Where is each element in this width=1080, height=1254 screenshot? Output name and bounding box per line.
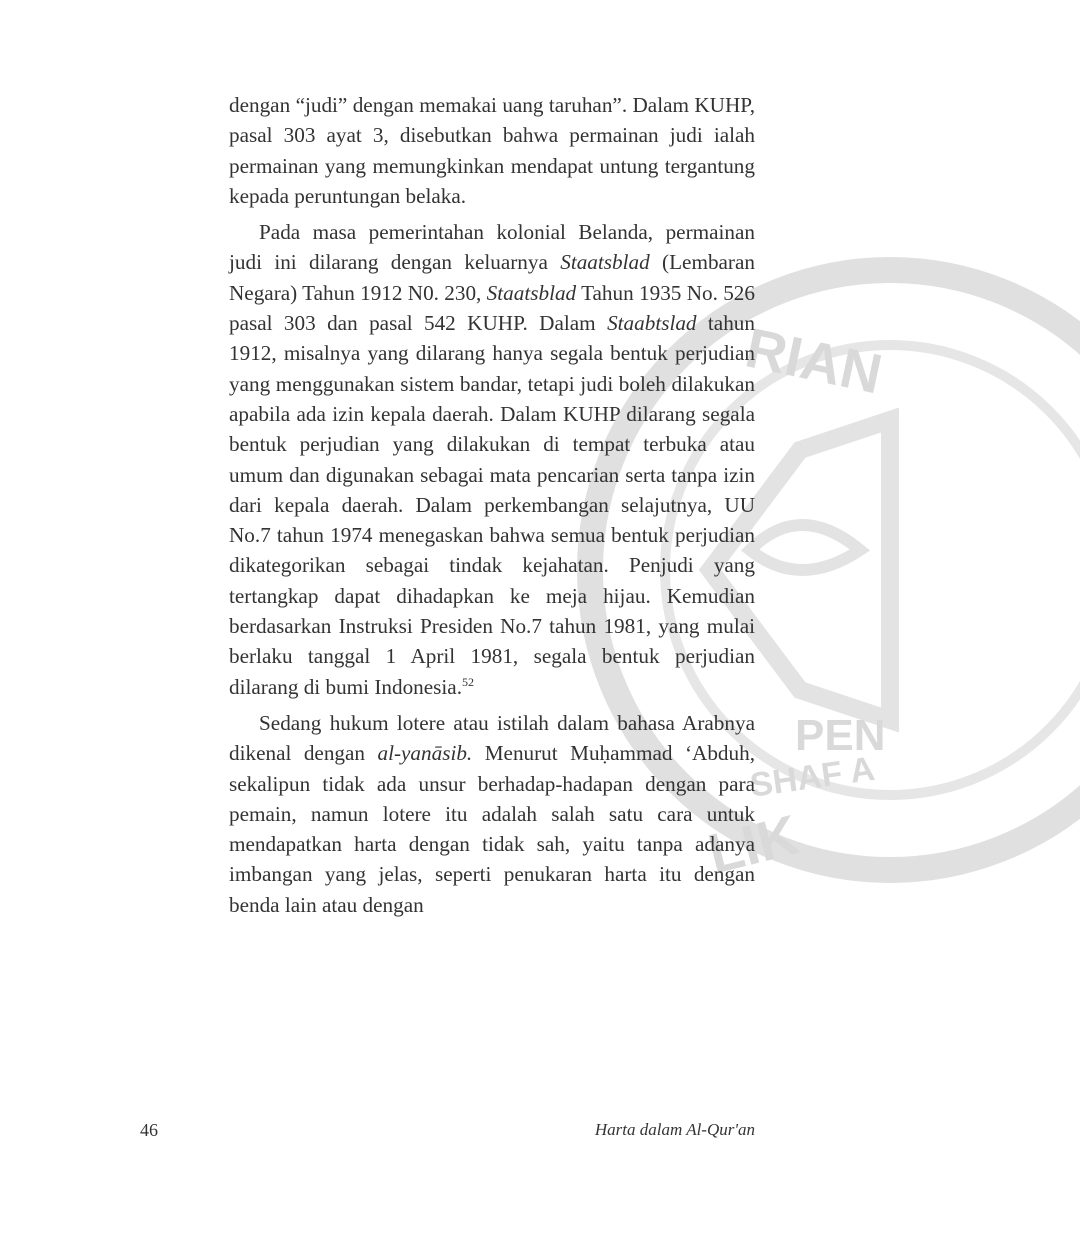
text-run: Pada masa pemerintahan kolonial Belanda, permainan judi ini dilarang dengan keluarnya — [229, 220, 755, 275]
text-run: Menurut Muḥammad ‘Abduh, sekalipun tidak ada unsur berhadap-hadapan dengan para pemain, namun lotere itu adalah salah satu cara untuk mendapatkan harta dengan tidak sah, yaitu tanpa adanya imbangan yang jelas, seperti penukaran harta itu dengan benda lain atau dengan — [229, 741, 756, 917]
italic-term: Staabtslad — [607, 311, 697, 336]
page-footer — [140, 1120, 755, 1150]
paragraph-1 — [229, 90, 755, 211]
text-run: Sedang hukum lotere atau istilah dalam bahasa Arabnya dikenal dengan — [229, 710, 755, 766]
watermark-text-mid2: SHAF A — [747, 749, 878, 805]
paragraph-2 — [229, 217, 755, 702]
page-number: 46 — [140, 1120, 158, 1140]
watermark-text-bottom: LIK — [702, 802, 805, 886]
italic-term: Staatsblad — [560, 250, 650, 275]
body-text — [229, 90, 755, 926]
italic-term: Staatsblad — [486, 280, 577, 305]
text-run: tahun 1912, misalnya yang dilarang hanya segala bentuk perjudian yang menggunakan sistem bandar, tetapi judi boleh dilakukan apabila ada izin kepala daerah. Dalam KUHP dilarang segala bentuk perjudian yang dilakukan di tempat terbuka atau umum dan digunakan sebagai mata pencarian serta tanpa izin dari kepala daerah. Dalam perkembangan selajutnya, UU No.7 tahun 1974 menegaskan bahwa semua bentuk perjudian dikategorikan sebagai tindak kejahatan. Penjudi yang tertangkap dapat dihadapkan ke meja hijau. Kemudian berdasarkan Instruksi Presiden No.7 tahun 1981, yang mulai berlaku tanggal 1 April 1981, segala bentuk perjudian dilarang di bumi Indonesia. — [229, 311, 755, 699]
text-run: (Lembaran Negara) Tahun 1912 N0. 230, — [229, 250, 755, 305]
footnote-ref: 52 — [462, 674, 475, 689]
watermark-text-mid: PEN — [795, 711, 886, 760]
text-run: Tahun 1935 No. 526 pasal 303 dan pasal 542 KUHP. Dalam — [229, 280, 755, 336]
italic-term: al-yanāsib. — [377, 741, 473, 766]
text-run: dengan “judi” dengan memakai uang taruhan”. Dalam KUHP, pasal 303 ayat 3, disebutkan bahwa permainan judi ialah permainan yang memungkinkan mendapat untung tergantung kepada peruntungan belaka. — [229, 93, 755, 208]
watermark-text-top: RIAN — [740, 315, 888, 406]
paragraph-3 — [229, 708, 755, 920]
running-title: Harta dalam Al-Qur'an — [594, 1120, 755, 1139]
